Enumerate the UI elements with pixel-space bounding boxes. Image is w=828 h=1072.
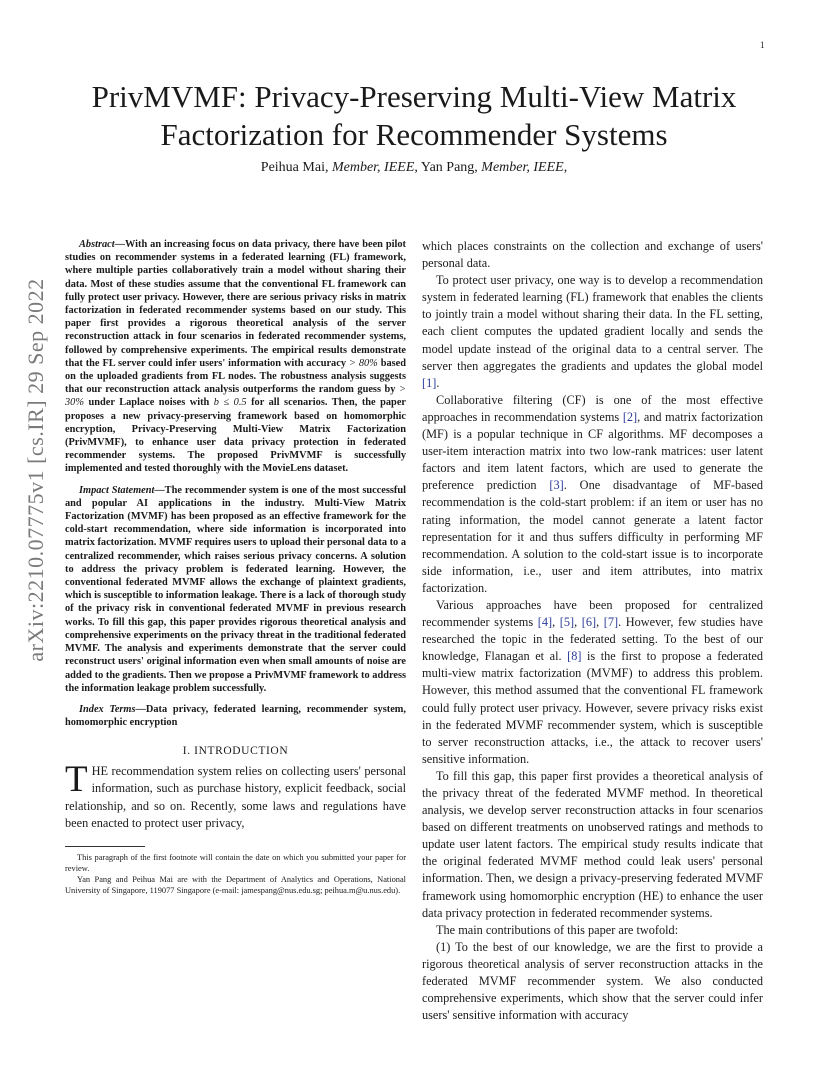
footnote-affiliation: Yan Pang and Peihua Mai are with the Department of Analytics and Operations, National University of Singapore, 119077 Singapore (e-mail: jamespang@nus.edu.sg; peihua.m@u.nus.edu).	[65, 874, 406, 895]
author-2-membership: Member, IEEE	[481, 160, 564, 175]
citation-separator: ,	[574, 615, 582, 630]
paragraph-cf-text-1: Collaborative filtering (CF) is one of the most effective approaches in recommendation systems	[422, 392, 763, 424]
citation-link[interactable]: [7]	[603, 615, 619, 630]
paragraph-cf-text-2: , and matrix factorization (MF) is a popular technique in CF algorithms. MF decomposes a user-item interaction matrix into two low-rank matrices: user latent factors and item latent factors, which are used to generate the preference prediction	[422, 409, 763, 493]
paragraph-cf-text-3: . One disadvantage of MF-based recommendation is the cold-start problem: if an item or user has no rating information, the model cannot generate a latent factor representation for it and thus suffers difficulty in performing MF recommendation. A solution to the cold-start issue is to incorporate side information, i.e., user and item attributes, into matrix factorization.	[422, 478, 763, 595]
intro-paragraph	[65, 759, 406, 831]
paragraph-contributions-intro: The main contributions of this paper are twofold:	[436, 922, 679, 937]
author-trailing-comma: ,	[563, 160, 568, 175]
paragraph-contribution-1: (1) To the best of our knowledge, we are the first to provide a rigorous theoretical analysis of server reconstruction attacks in the federated MVMF recommender system. We also conducted comprehensive experiments, which show that the server could infer users' sensitive information with accuracy	[422, 939, 763, 1023]
drop-cap: T	[65, 759, 88, 801]
citation-separator: ,	[552, 615, 560, 630]
author-line	[100, 159, 728, 177]
left-column	[65, 238, 406, 896]
abstract-text-3: under Laplace noises with	[83, 397, 214, 409]
citation-separator: ,	[596, 615, 604, 630]
abstract-math-1: > 80%	[348, 357, 378, 369]
citation-link[interactable]: [8]	[567, 649, 582, 664]
abstract-math-2: > 30%	[65, 384, 406, 409]
abstract-text-2: based on the uploaded gradients from FL nodes. The robustness analysis suggests that our reconstruction attack analysis outperforms the random guess by	[65, 357, 406, 396]
abstract-text-1: —With an increasing focus on data privacy, there have been pilot studies on recommender systems in a federated learning (FL) framework, where multiple parties collaboratively train a model without sharing their data. Most of these studies assume that the conventional FL framework can fully protect user privacy. However, there are serious privacy risks in matrix factorization in federated recommender systems based on our study. This paper first provides a rigorous theoretical analysis of the server reconstruction attack in four scenarios in federated recommender systems, followed by comprehensive experiments. The empirical results demonstrate that the FL server could infer users' information with accuracy	[65, 239, 406, 369]
paragraph-approaches	[422, 597, 763, 768]
right-column	[422, 238, 763, 1024]
author-1: Peihua Mai,	[260, 160, 329, 175]
citation-link[interactable]: [2]	[622, 409, 638, 424]
paragraph-continuation: which places constraints on the collection and exchange of users' personal data.	[422, 239, 763, 271]
intro-text: HE recommendation system relies on collecting users' personal information, such as purchase history, explicit feedback, social relationship, and so on. Recently, some laws and regulations have been enacted to protect user privacy,	[65, 764, 406, 830]
citation-link[interactable]: [1]	[422, 375, 437, 390]
citation-link[interactable]: [4]	[537, 615, 553, 630]
paragraph-cf	[422, 392, 763, 597]
paragraph-approaches-text-1: Various approaches have been proposed for centralized recommender systems	[422, 597, 763, 630]
paper-title: PrivMVMF: Privacy-Preserving Multi-View Matrix Factorization for Recommender Systems	[91, 79, 737, 152]
author-1-membership: Member, IEEE	[331, 160, 415, 175]
arxiv-identifier: arXiv:2210.07775v1 [cs.IR] 29 Sep 2022	[23, 278, 48, 662]
impact-label: Impact Statement	[79, 484, 155, 496]
section-heading-introduction: I. INTRODUCTION	[182, 745, 289, 758]
citation-link[interactable]: [6]	[581, 615, 597, 630]
paragraph-fl	[422, 272, 763, 392]
paragraph-fill-gap: To fill this gap, this paper first provides a theoretical analysis of the privacy threat of the federated MVMF method. In theoretical analysis, we develop server reconstruction attacks in four scenarios based on different treatments on unobserved ratings and methods to update user latent factors. The empirical study results indicate that the original federated MVMF method could leak users' personal information. Then, we design a privacy-preserving federated MVMF framework using homomorphic encryption (HE) to enhance the user data privacy protection in federated recommender systems.	[422, 768, 763, 920]
citation-link[interactable]: [5]	[559, 615, 575, 630]
abstract-text-4: for all scenarios. Then, the paper proposes a new privacy-preserving framework based on homomorphic encryption, Privacy-Preserving Multi-View Matrix Factorization (PrivMVMF), to enhance user data privacy protection in federated recommender systems. The proposed PrivMVMF is successfully implemented and tested thoroughly with the MovieLens dataset.	[65, 397, 406, 475]
paragraph-approaches-text-3: is the first to propose a federated multi-view matrix factorization (MVMF) to address this problem. However, this method assumed that the conventional FL framework could fully protect user privacy. However, severe privacy risks exist in the federated MVMF recommender system, which is susceptible to server reconstruction attacks, i.e., the attack to recover users' sensitive information.	[422, 649, 763, 766]
impact-text: —The recommender system is one of the most successful and popular AI applications in the industry. Multi-View Matrix Factorization (MVMF) has been proposed as an effective framework for the cold-start recommendation, where side information is incorporated into matrix factorization. MVMF requires users to upload their personal data to a centralized recommender, which raises serious privacy concerns. A solution to address the privacy problem is federated learning. However, the conventional federated MVMF allows the exchange of plaintext gradients, which is susceptible to information leakage. There is a lack of thorough study of the privacy risk in conventional federated MVMF in previous research works. To fill this gap, this paper provides rigorous theoretical analysis and comprehensive experiments on the privacy threat in the traditional federated MVMF. The analysis and experiments demonstrate that the server could reconstruct users' original information even when small amounts of noise are added to the gradients. Then we propose a PrivMVMF framework to address the information leakage problem successfully.	[65, 484, 406, 694]
citation-link[interactable]: [3]	[549, 478, 564, 493]
abstract-math-3: b ≤ 0.5	[213, 397, 247, 409]
page-number: 1	[760, 40, 765, 50]
author-2: , Yan Pang,	[414, 160, 478, 175]
index-terms-text: —Data privacy, federated learning, recommender system, homomorphic encryption	[65, 703, 406, 729]
footnote-rule	[65, 846, 145, 847]
abstract	[65, 238, 406, 476]
paragraph-fl-end: .	[436, 375, 440, 390]
paragraph-approaches-text-2: . However, few studies have researched the topic in the federated setting. To the best of our knowledge, Flanagan et al.	[422, 615, 763, 664]
index-terms	[65, 703, 406, 729]
impact-statement	[65, 484, 406, 695]
abstract-label: Abstract	[79, 239, 115, 250]
paragraph-fl-text: To protect user privacy, one way is to develop a recommendation system in federated learning (FL) framework that enables the clients to jointly train a model without sharing their data. In the FL setting, each client computes the updated gradient locally and sends the model update instead of the original data to a central server. The server then aggregates the gradients and updates the global model	[422, 273, 763, 373]
index-terms-label: Index Terms	[79, 703, 136, 715]
footnote-date: This paragraph of the first footnote will contain the date on which you submitted your paper for review.	[65, 852, 406, 873]
